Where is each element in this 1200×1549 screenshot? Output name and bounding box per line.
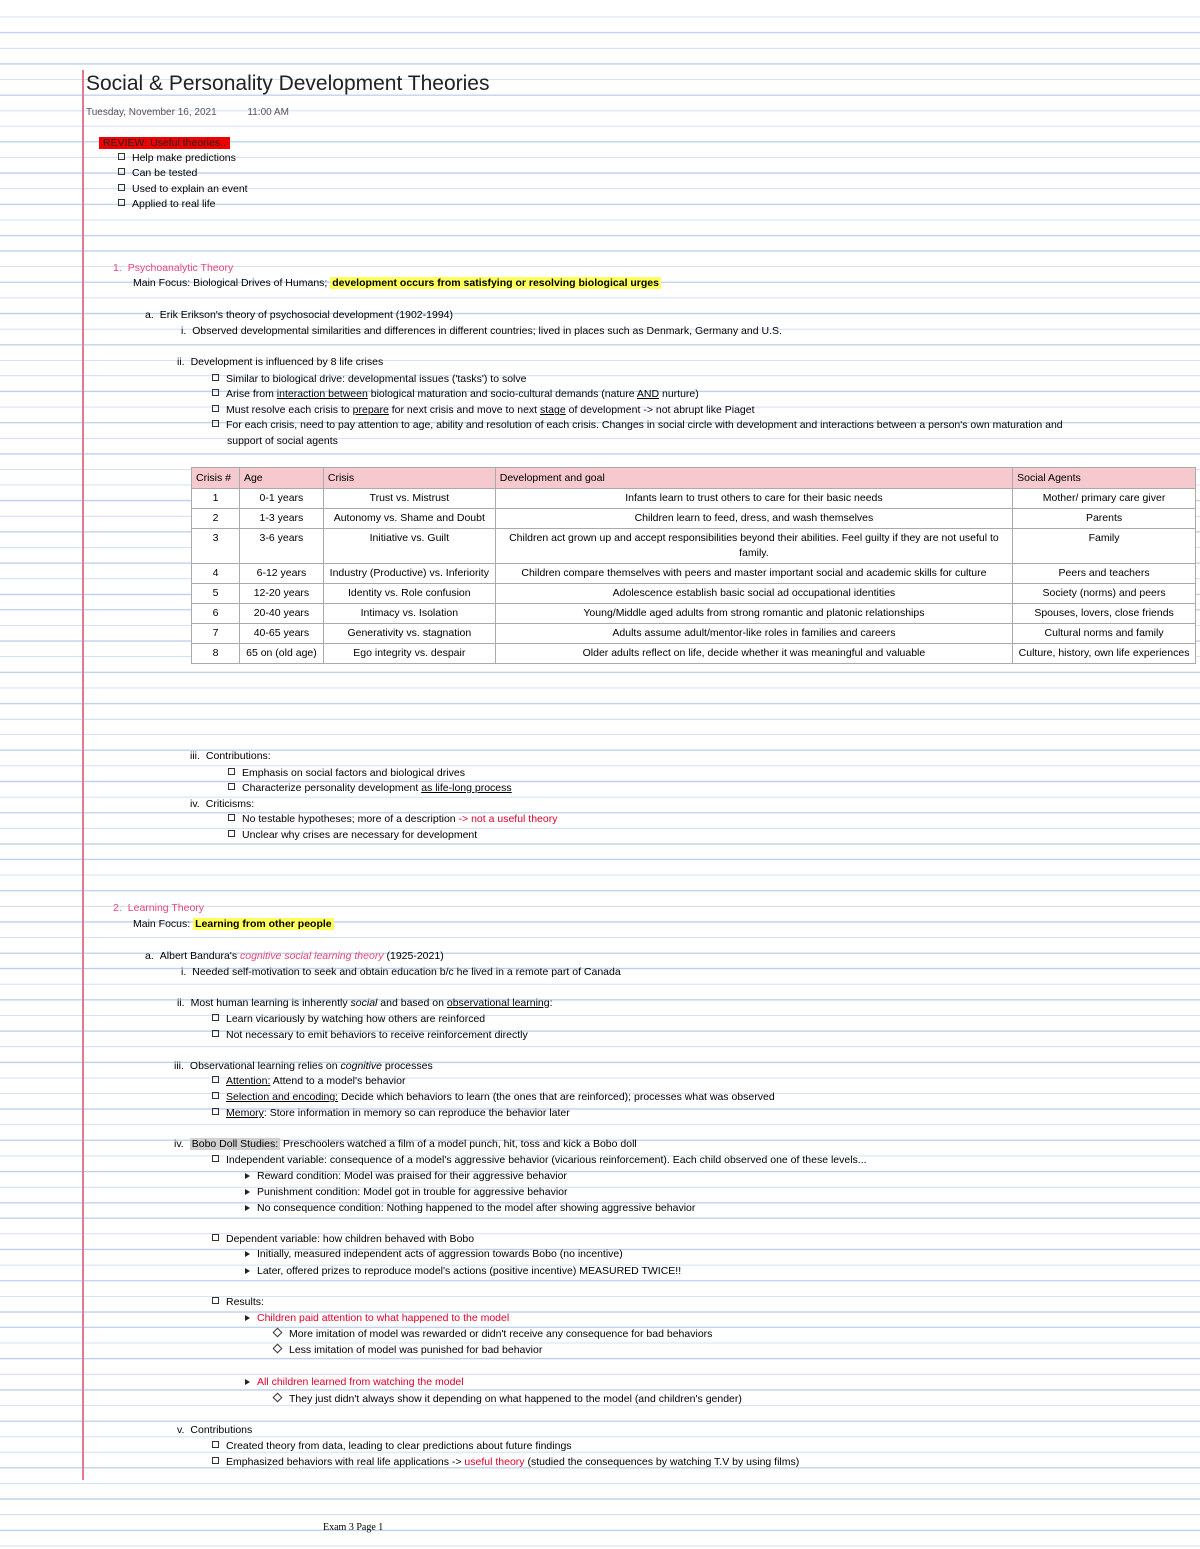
- table-cell: 20-40 years: [239, 604, 323, 624]
- table-cell: Children act grown up and accept responsibilities beyond their abilities. Feel guilty if they are not useful to family.: [495, 529, 1012, 564]
- table-cell: Spouses, lovers, close friends: [1013, 604, 1196, 624]
- psycho-contribution: Characterize personality development as life-long process: [228, 782, 512, 795]
- learning-item-iii: iii. Observational learning relies on cognitive processes: [174, 1060, 433, 1072]
- square-bullet-icon: [212, 1234, 219, 1241]
- psycho-bullet-cont: support of social agents: [227, 435, 338, 447]
- psycho-item-i: i. Observed developmental similarities and differences in different countries; lived in places such as Denmark, Germany and U.S.: [181, 325, 782, 337]
- psycho-bullet: Must resolve each crisis to prepare for next crisis and move to next stage of development -> not abrupt like Piaget: [212, 404, 755, 417]
- review-item: Used to explain an event: [118, 183, 248, 196]
- learning-process: Selection and encoding: Decide which behaviors to learn (the ones that are reinforced); processes what was observed: [212, 1091, 775, 1104]
- learning-process: Memory: Store information in memory so can reproduce the behavior later: [212, 1107, 570, 1120]
- triangle-bullet-icon: [245, 1379, 250, 1385]
- square-bullet-icon: [118, 199, 125, 206]
- table-cell: Adults assume adult/mentor-like roles in families and careers: [495, 624, 1012, 644]
- square-bullet-icon: [228, 830, 235, 837]
- bobo-bullet: Results:: [212, 1296, 264, 1309]
- table-row: [192, 489, 1196, 509]
- table-cell: 12-20 years: [239, 584, 323, 604]
- review-heading: REVIEW: Useful theories..: [99, 137, 230, 150]
- bobo-bullet: Dependent variable: how children behaved with Bobo: [212, 1233, 474, 1246]
- square-bullet-icon: [118, 184, 125, 191]
- table-cell: Trust vs. Mistrust: [323, 489, 495, 509]
- learning-item-i: i. Needed self-motivation to seek and obtain education b/c he lived in a remote part of Canada: [181, 966, 621, 978]
- table-cell: 3: [192, 529, 240, 564]
- table-cell: Society (norms) and peers: [1013, 584, 1196, 604]
- psycho-contribution: Emphasis on social factors and biological drives: [228, 767, 465, 780]
- square-bullet-icon: [212, 1457, 219, 1464]
- table-row: [192, 644, 1196, 664]
- table-cell: 7: [192, 624, 240, 644]
- square-bullet-icon: [212, 1441, 219, 1448]
- table-cell: Children learn to feed, dress, and wash themselves: [495, 509, 1012, 529]
- table-cell: Culture, history, own life experiences: [1013, 644, 1196, 664]
- diamond-bullet-icon: [273, 1393, 283, 1403]
- review-item: Can be tested: [118, 167, 197, 180]
- bobo-sub-bullet: Reward condition: Model was praised for their aggressive behavior: [245, 1170, 567, 1183]
- square-bullet-icon: [212, 405, 219, 412]
- triangle-bullet-icon: [245, 1189, 250, 1195]
- table-cell: 0-1 years: [239, 489, 323, 509]
- learning-item-a: a. Albert Bandura's cognitive social learning theory (1925-2021): [145, 950, 444, 962]
- square-bullet-icon: [118, 168, 125, 175]
- table-cell: 4: [192, 564, 240, 584]
- learning-item-iv: iv. Bobo Doll Studies: Preschoolers watched a film of a model punch, hit, toss and kick a Bobo doll: [174, 1138, 637, 1150]
- table-row: [192, 584, 1196, 604]
- page-date: Tuesday, November 16, 2021: [86, 107, 217, 118]
- psycho-criticism: No testable hypotheses; more of a description -> not a useful theory: [228, 813, 557, 826]
- psycho-item-iv: iv. Criticisms:: [190, 798, 255, 810]
- table-cell: Identity vs. Role confusion: [323, 584, 495, 604]
- diamond-bullet-icon: [273, 1328, 283, 1338]
- learning-bullet: Learn vicariously by watching how others are reinforced: [212, 1013, 485, 1026]
- square-bullet-icon: [212, 1014, 219, 1021]
- square-bullet-icon: [212, 1108, 219, 1115]
- table-header: Crisis: [323, 468, 495, 489]
- table-cell: 6-12 years: [239, 564, 323, 584]
- psycho-bullet: Arise from interaction between biological maturation and socio-cultural demands (nature AND nurture): [212, 388, 699, 401]
- psycho-bullet: For each crisis, need to pay attention to age, ability and resolution of each crisis. Changes in social circle with development and interactions between a person's own maturation and: [212, 419, 1063, 432]
- square-bullet-icon: [212, 1030, 219, 1037]
- table-header-row: [192, 468, 1196, 489]
- table-cell: Infants learn to trust others to care for their basic needs: [495, 489, 1012, 509]
- table-row: [192, 529, 1196, 564]
- bobo-sub-bullet: No consequence condition: Nothing happened to the model after showing aggressive behavior: [245, 1202, 695, 1215]
- review-item: Help make predictions: [118, 152, 236, 165]
- page-title: Social & Personality Development Theories: [86, 72, 490, 95]
- psycho-item-iii: iii. Contributions:: [190, 750, 271, 762]
- table-cell: Autonomy vs. Shame and Doubt: [323, 509, 495, 529]
- table-row: [192, 564, 1196, 584]
- table-cell: Parents: [1013, 509, 1196, 529]
- table-header: Development and goal: [495, 468, 1012, 489]
- table-cell: 1: [192, 489, 240, 509]
- bobo-result: All children learned from watching the model: [245, 1376, 464, 1389]
- table-cell: 1-3 years: [239, 509, 323, 529]
- learning-main-focus: Main Focus: Learning from other people: [133, 918, 332, 930]
- table-cell: Peers and teachers: [1013, 564, 1196, 584]
- triangle-bullet-icon: [245, 1268, 250, 1274]
- triangle-bullet-icon: [245, 1315, 250, 1321]
- table-cell: 3-6 years: [239, 529, 323, 564]
- square-bullet-icon: [212, 420, 219, 427]
- learning-bullet: Not necessary to emit behaviors to receive reinforcement directly: [212, 1029, 528, 1042]
- bobo-result-detail: More imitation of model was rewarded or didn't receive any consequence for bad behaviors: [274, 1328, 712, 1341]
- square-bullet-icon: [212, 389, 219, 396]
- triangle-bullet-icon: [245, 1251, 250, 1257]
- square-bullet-icon: [212, 1155, 219, 1162]
- margin-line: [82, 70, 84, 1480]
- table-cell: 8: [192, 644, 240, 664]
- triangle-bullet-icon: [245, 1205, 250, 1211]
- square-bullet-icon: [118, 153, 125, 160]
- psycho-item-a: a. Erik Erikson's theory of psychosocial development (1902-1994): [145, 309, 454, 321]
- square-bullet-icon: [228, 768, 235, 775]
- table-cell: Family: [1013, 529, 1196, 564]
- table-cell: 65 on (old age): [239, 644, 323, 664]
- square-bullet-icon: [212, 374, 219, 381]
- psycho-item-ii: ii. Development is influenced by 8 life crises: [177, 356, 384, 368]
- table-cell: 6: [192, 604, 240, 624]
- learning-item-v: v. Contributions: [177, 1424, 253, 1436]
- table-cell: Ego integrity vs. despair: [323, 644, 495, 664]
- table-cell: 40-65 years: [239, 624, 323, 644]
- square-bullet-icon: [228, 783, 235, 790]
- table-cell: Mother/ primary care giver: [1013, 489, 1196, 509]
- table-cell: Generativity vs. stagnation: [323, 624, 495, 644]
- table-cell: Older adults reflect on life, decide whether it was meaningful and valuable: [495, 644, 1012, 664]
- table-cell: Young/Middle aged adults from strong romantic and platonic relationships: [495, 604, 1012, 624]
- square-bullet-icon: [228, 814, 235, 821]
- table-header: Social Agents: [1013, 468, 1196, 489]
- section-heading-psychoanalytic: 1. Psychoanalytic Theory: [113, 262, 234, 274]
- diamond-bullet-icon: [273, 1344, 283, 1354]
- table-cell: Adolescence establish basic social ad occupational identities: [495, 584, 1012, 604]
- learning-process: Attention: Attend to a model's behavior: [212, 1075, 405, 1088]
- learning-contribution: Emphasized behaviors with real life applications -> useful theory (studied the consequences by watching T.V by using films): [212, 1456, 799, 1469]
- table-cell: 2: [192, 509, 240, 529]
- psycho-bullet: Similar to biological drive: developmental issues ('tasks') to solve: [212, 373, 526, 386]
- page-time: 11:00 AM: [247, 107, 289, 118]
- bobo-result-detail: They just didn't always show it depending on what happened to the model (and children's gender): [274, 1393, 742, 1406]
- psycho-criticism: Unclear why crises are necessary for development: [228, 829, 477, 842]
- table-cell: Children compare themselves with peers and master important social and academic skills for culture: [495, 564, 1012, 584]
- bobo-result-detail: Less imitation of model was punished for bad behavior: [274, 1344, 542, 1357]
- table-cell: 5: [192, 584, 240, 604]
- bobo-sub-bullet: Punishment condition: Model got in trouble for aggressive behavior: [245, 1186, 568, 1199]
- bobo-result: Children paid attention to what happened to the model: [245, 1312, 509, 1325]
- square-bullet-icon: [212, 1076, 219, 1083]
- table-row: [192, 604, 1196, 624]
- bobo-sub-bullet: Later, offered prizes to reproduce model's actions (positive incentive) MEASURED TWICE!!: [245, 1265, 681, 1278]
- learning-item-ii: ii. Most human learning is inherently social and based on observational learning:: [177, 997, 553, 1009]
- table-header: Age: [239, 468, 323, 489]
- bobo-bullet: Independent variable: consequence of a model's aggressive behavior (vicarious reinforcement). Each child observed one of these levels...: [212, 1154, 867, 1167]
- psycho-main-focus: Main Focus: Biological Drives of Humans; development occurs from satisfying or resolving biological urges: [133, 277, 659, 289]
- table-cell: Cultural norms and family: [1013, 624, 1196, 644]
- table-cell: Intimacy vs. Isolation: [323, 604, 495, 624]
- section-heading-learning: 2. Learning Theory: [113, 902, 205, 914]
- table-row: [192, 509, 1196, 529]
- table-cell: Initiative vs. Guilt: [323, 529, 495, 564]
- square-bullet-icon: [212, 1297, 219, 1304]
- review-item: Applied to real life: [118, 198, 215, 211]
- triangle-bullet-icon: [245, 1173, 250, 1179]
- erikson-crisis-table: [191, 467, 1196, 664]
- bobo-sub-bullet: Initially, measured independent acts of aggression towards Bobo (no incentive): [245, 1248, 623, 1261]
- table-cell: Industry (Productive) vs. Inferiority: [323, 564, 495, 584]
- page-meta: [86, 107, 317, 118]
- learning-contribution: Created theory from data, leading to clear predictions about future findings: [212, 1440, 572, 1453]
- table-row: [192, 624, 1196, 644]
- table-header: Crisis #: [192, 468, 240, 489]
- page-footer: Exam 3 Page 1: [323, 1522, 384, 1533]
- square-bullet-icon: [212, 1092, 219, 1099]
